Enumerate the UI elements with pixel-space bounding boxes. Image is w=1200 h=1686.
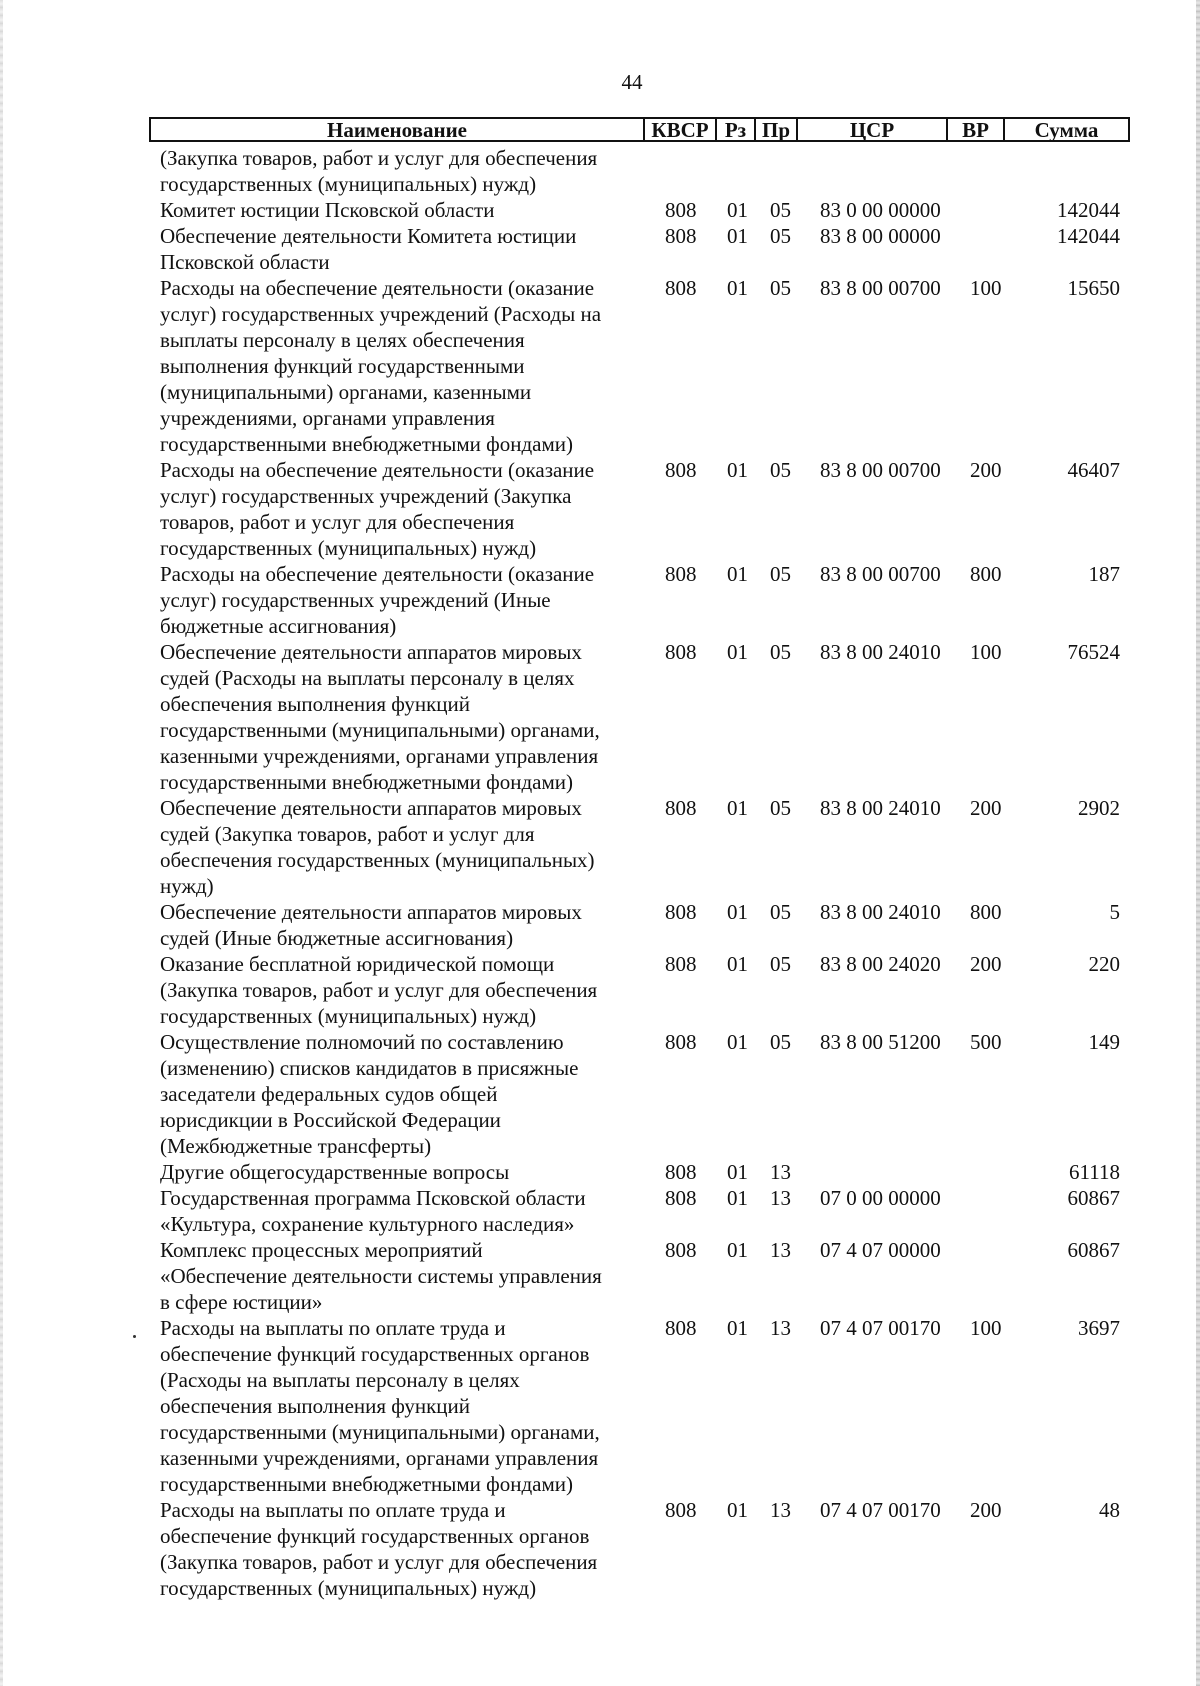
row-csr: 83 8 00 51200 [820, 1030, 941, 1054]
row-csr: 07 4 07 00170 [820, 1498, 941, 1522]
row-vr: 200 [970, 952, 1002, 976]
row-kvsr: 808 [665, 1498, 697, 1522]
table-row [160, 223, 1130, 275]
row-pr: 13 [770, 1498, 791, 1522]
row-rz: 01 [727, 1498, 748, 1522]
table-row [160, 275, 1130, 457]
row-pr: 13 [770, 1160, 791, 1184]
row-sum: 76524 [1067, 640, 1120, 664]
row-csr: 83 0 00 00000 [820, 198, 941, 222]
row-sum: 149 [1088, 1030, 1120, 1054]
scan-edge-left [0, 0, 3, 1686]
row-sum: 187 [1088, 562, 1120, 586]
row-name: Оказание бесплатной юридической помощи (Закупка товаров, работ и услуг для обеспечения государственных (муниципальных) нужд) [160, 952, 598, 1028]
row-kvsr: 808 [665, 1030, 697, 1054]
page-number: 44 [621, 70, 643, 94]
row-pr: 05 [770, 640, 791, 664]
row-csr: 83 8 00 00700 [820, 276, 941, 300]
table-row [160, 1315, 1130, 1497]
row-kvsr: 808 [665, 276, 697, 300]
row-pr: 05 [770, 1030, 791, 1054]
row-name: Расходы на обеспечение деятельности (оказание услуг) государственных учреждений (Расходы на выплаты персоналу в целях обеспечения выполнения функций государственными (муниципальными) органами, казенными учреждениями, органами управления государственными внебюджетными фондами) [160, 276, 602, 456]
table-row [160, 1237, 1130, 1315]
row-name: Обеспечение деятельности аппаратов мировых судей (Закупка товаров, работ и услуг для обеспечения государственных (муниципальных) нужд) [160, 796, 595, 898]
row-name: Обеспечение деятельности Комитета юстиции Псковской области [160, 224, 577, 274]
row-kvsr: 808 [665, 1160, 697, 1184]
row-vr: 200 [970, 458, 1002, 482]
table-row [160, 639, 1130, 795]
row-pr: 13 [770, 1238, 791, 1262]
row-sum: 46407 [1067, 458, 1120, 482]
row-pr: 13 [770, 1316, 791, 1340]
row-vr: 100 [970, 640, 1002, 664]
row-rz: 01 [727, 458, 748, 482]
header-rz: Рз [717, 119, 756, 140]
table-row [160, 1029, 1130, 1159]
row-kvsr: 808 [665, 952, 697, 976]
row-kvsr: 808 [665, 458, 697, 482]
row-name: Другие общегосударственные вопросы [160, 1160, 510, 1184]
scan-edge-right [1196, 0, 1200, 1686]
scan-speck [133, 1335, 136, 1338]
row-pr: 13 [770, 1186, 791, 1210]
row-kvsr: 808 [665, 198, 697, 222]
row-rz: 01 [727, 900, 748, 924]
row-kvsr: 808 [665, 796, 697, 820]
row-sum: 60867 [1067, 1186, 1120, 1210]
row-sum: 61118 [1069, 1160, 1120, 1184]
row-sum: 15650 [1067, 276, 1120, 300]
row-csr: 83 8 00 24010 [820, 900, 941, 924]
table-row [160, 1159, 1130, 1185]
row-rz: 01 [727, 1160, 748, 1184]
table-header [149, 117, 1130, 142]
row-name: Расходы на обеспечение деятельности (оказание услуг) государственных учреждений (Иные бюджетные ассигнования) [160, 562, 595, 638]
row-name: Государственная программа Псковской области «Культура, сохранение культурного наследия» [160, 1186, 586, 1236]
row-rz: 01 [727, 640, 748, 664]
row-rz: 01 [727, 1030, 748, 1054]
row-sum: 142044 [1057, 224, 1120, 248]
row-kvsr: 808 [665, 900, 697, 924]
row-vr: 200 [970, 796, 1002, 820]
row-rz: 01 [727, 1238, 748, 1262]
row-kvsr: 808 [665, 224, 697, 248]
row-name: Расходы на выплаты по оплате труда и обеспечение функций государственных органов (Закупка товаров, работ и услуг для обеспечения государственных (муниципальных) нужд) [160, 1498, 598, 1600]
table-row [160, 795, 1130, 899]
row-name: Комитет юстиции Псковской области [160, 198, 495, 222]
header-pr: Пр [756, 119, 798, 140]
row-name: Расходы на обеспечение деятельности (оказание услуг) государственных учреждений (Закупка товаров, работ и услуг для обеспечения государственных (муниципальных) нужд) [160, 458, 595, 560]
row-csr: 83 8 00 00700 [820, 458, 941, 482]
table-row [160, 951, 1130, 1029]
row-name: Обеспечение деятельности аппаратов мировых судей (Расходы на выплаты персоналу в целях обеспечения выполнения функций государственными (муниципальными) органами, казенными учреждениями, органами управления государственными внебюджетными фондами) [160, 640, 600, 794]
row-rz: 01 [727, 562, 748, 586]
header-csr: ЦСР [798, 119, 948, 140]
row-rz: 01 [727, 796, 748, 820]
table-row [160, 1497, 1130, 1601]
table-body [160, 145, 1130, 1601]
table-row [160, 1185, 1130, 1237]
row-rz: 01 [727, 1186, 748, 1210]
row-sum: 3697 [1078, 1316, 1120, 1340]
header-vr: ВР [948, 119, 1005, 140]
row-kvsr: 808 [665, 640, 697, 664]
table-row [160, 145, 1130, 197]
row-csr: 83 8 00 24020 [820, 952, 941, 976]
table-row [160, 457, 1130, 561]
row-pr: 05 [770, 900, 791, 924]
row-csr: 07 0 00 00000 [820, 1186, 941, 1210]
row-csr: 83 8 00 24010 [820, 640, 941, 664]
row-name: (Закупка товаров, работ и услуг для обеспечения государственных (муниципальных) нужд) [160, 146, 598, 196]
row-name: Осуществление полномочий по составлению (изменению) списков кандидатов в присяжные заседатели федеральных судов общей юрисдикции в Российской Федерации (Межбюджетные трансферты) [160, 1030, 579, 1158]
row-pr: 05 [770, 198, 791, 222]
row-kvsr: 808 [665, 562, 697, 586]
row-sum: 5 [1109, 900, 1120, 924]
row-name: Расходы на выплаты по оплате труда и обеспечение функций государственных органов (Расходы на выплаты персоналу в целях обеспечения выполнения функций государственными (муниципальными) органами, казенными учреждениями, органами управления государственными внебюджетными фондами) [160, 1316, 600, 1496]
row-sum: 2902 [1078, 796, 1120, 820]
row-vr: 100 [970, 276, 1002, 300]
row-name: Обеспечение деятельности аппаратов мировых судей (Иные бюджетные ассигнования) [160, 900, 582, 950]
row-name: Комплекс процессных мероприятий «Обеспечение деятельности системы управления в сфере юстиции» [160, 1238, 602, 1314]
row-sum: 48 [1099, 1498, 1120, 1522]
header-name: Наименование [151, 119, 645, 140]
row-rz: 01 [727, 198, 748, 222]
row-vr: 800 [970, 562, 1002, 586]
row-rz: 01 [727, 1316, 748, 1340]
row-pr: 05 [770, 276, 791, 300]
row-kvsr: 808 [665, 1238, 697, 1262]
row-vr: 800 [970, 900, 1002, 924]
header-kvsr: КВСР [645, 119, 717, 140]
table-row [160, 899, 1130, 951]
row-sum: 60867 [1067, 1238, 1120, 1262]
table-row [160, 561, 1130, 639]
row-csr: 07 4 07 00000 [820, 1238, 941, 1262]
row-kvsr: 808 [665, 1186, 697, 1210]
row-vr: 100 [970, 1316, 1002, 1340]
row-rz: 01 [727, 224, 748, 248]
row-vr: 200 [970, 1498, 1002, 1522]
table-row [160, 197, 1130, 223]
row-rz: 01 [727, 276, 748, 300]
header-sum: Сумма [1034, 118, 1099, 142]
row-pr: 05 [770, 224, 791, 248]
row-pr: 05 [770, 458, 791, 482]
row-rz: 01 [727, 952, 748, 976]
row-csr: 83 8 00 24010 [820, 796, 941, 820]
row-sum: 142044 [1057, 198, 1120, 222]
row-csr: 83 8 00 00000 [820, 224, 941, 248]
row-pr: 05 [770, 562, 791, 586]
row-sum: 220 [1088, 952, 1120, 976]
row-kvsr: 808 [665, 1316, 697, 1340]
row-pr: 05 [770, 796, 791, 820]
row-pr: 05 [770, 952, 791, 976]
row-vr: 500 [970, 1030, 1002, 1054]
row-csr: 07 4 07 00170 [820, 1316, 941, 1340]
row-csr: 83 8 00 00700 [820, 562, 941, 586]
